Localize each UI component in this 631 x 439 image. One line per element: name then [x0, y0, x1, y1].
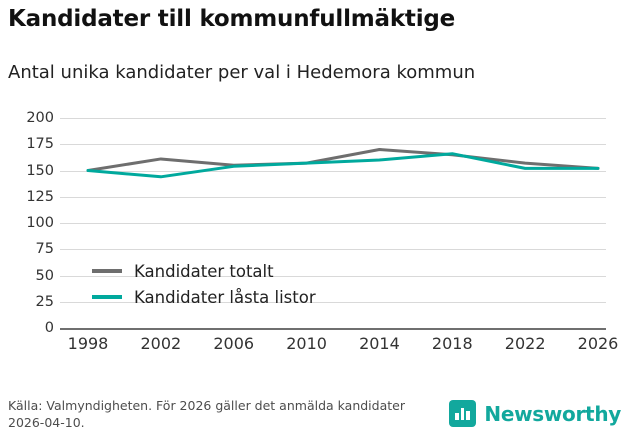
legend-item[interactable] [92, 284, 372, 310]
logo-text: Newsworthy [484, 401, 621, 426]
y-tick-label: 75 [35, 241, 54, 258]
y-tick-label: 0 [44, 320, 54, 336]
source-note: Källa: Valmyndigheten. För 2026 gäller det anmälda kandidater 2026-04-10. [8, 398, 405, 430]
x-tick-label: 2006 [213, 334, 255, 353]
y-axis-labels [0, 0, 54, 439]
y-tick-label: 150 [26, 162, 54, 179]
newsworthy-logo [449, 400, 621, 427]
x-tick-label: 2018 [431, 334, 473, 353]
chart-subtitle: Antal unika kandidater per val i Hedemora kommun [8, 62, 476, 83]
y-tick-label: 175 [26, 136, 54, 153]
y-tick-label: 50 [35, 267, 54, 284]
y-tick-label: 125 [26, 188, 54, 205]
bar-chart-icon [449, 400, 476, 427]
legend-swatch [92, 295, 122, 299]
legend-label: Kandidater totalt [134, 261, 274, 281]
legend-swatch [92, 269, 122, 273]
x-axis-labels [60, 332, 619, 360]
x-tick-label: 2010 [286, 334, 327, 353]
x-tick-label: 2022 [504, 334, 546, 353]
x-tick-label: 2026 [577, 334, 619, 353]
chart-legend [92, 258, 372, 310]
legend-label: Kandidater låsta listor [134, 287, 316, 307]
y-tick-label: 100 [26, 215, 54, 231]
x-tick-label: 1998 [67, 334, 109, 353]
x-tick-label: 2014 [359, 334, 400, 353]
x-tick-label: 2002 [140, 334, 182, 353]
grid-line [60, 328, 606, 330]
y-tick-label: 25 [35, 293, 54, 310]
y-tick-label: 200 [26, 110, 54, 126]
page-title: Kandidater till kommunfullmäktige [8, 6, 456, 32]
legend-item[interactable] [92, 258, 372, 284]
